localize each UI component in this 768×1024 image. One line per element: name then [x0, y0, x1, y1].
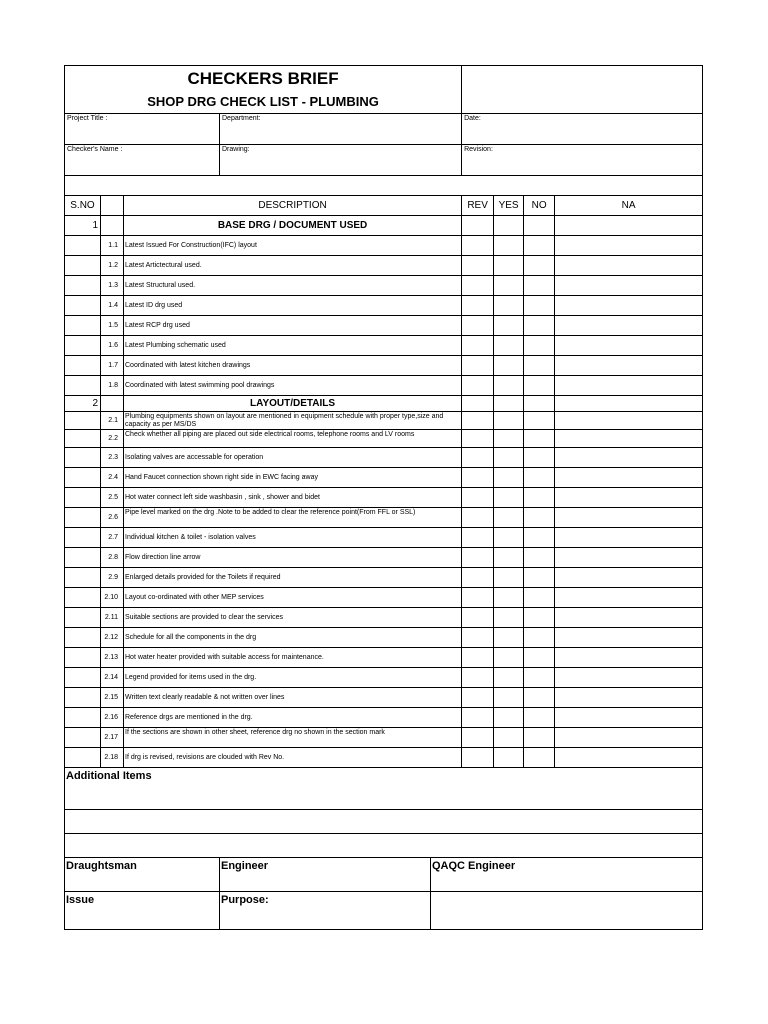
no-cell[interactable] — [524, 748, 555, 768]
item-number: 2.7 — [101, 528, 124, 548]
na-cell[interactable] — [555, 608, 703, 628]
item-number: 1.5 — [101, 316, 124, 336]
engineer-field[interactable]: Engineer — [220, 858, 431, 892]
rev-cell[interactable] — [462, 412, 494, 430]
checklist-row — [65, 708, 703, 728]
item-description: If drg is revised, revisions are clouded with Rev No. — [124, 748, 462, 768]
rev-cell[interactable] — [462, 728, 494, 748]
sno-cell — [65, 588, 101, 608]
no-cell[interactable] — [524, 728, 555, 748]
na-cell[interactable] — [555, 548, 703, 568]
item-number: 2.9 — [101, 568, 124, 588]
no-cell[interactable] — [524, 256, 555, 276]
no-cell[interactable] — [524, 608, 555, 628]
item-description: Latest Structural used. — [124, 276, 462, 296]
item-description: Latest Plumbing schematic used — [124, 336, 462, 356]
item-description: Layout co-ordinated with other MEP services — [124, 588, 462, 608]
no-cell[interactable] — [524, 508, 555, 528]
no-cell[interactable] — [524, 396, 555, 412]
section-row — [65, 216, 703, 236]
item-number: 2.12 — [101, 628, 124, 648]
na-cell[interactable] — [555, 216, 703, 236]
rev-cell[interactable] — [462, 448, 494, 468]
item-description: Plumbing equipments shown on layout are mentioned in equipment schedule with proper type,size and capacity as per MS/DS — [124, 412, 462, 430]
sno-cell — [65, 336, 101, 356]
rev-cell[interactable] — [462, 236, 494, 256]
no-cell[interactable] — [524, 430, 555, 448]
na-cell[interactable] — [555, 376, 703, 396]
na-cell[interactable] — [555, 356, 703, 376]
checklist-row — [65, 688, 703, 708]
checklist-table — [64, 65, 703, 930]
item-description: Latest Issued For Construction(IFC) layout — [124, 236, 462, 256]
yes-cell[interactable] — [494, 648, 524, 668]
item-number: 2.15 — [101, 688, 124, 708]
yes-cell[interactable] — [494, 588, 524, 608]
checklist-row — [65, 588, 703, 608]
sno-cell — [65, 236, 101, 256]
item-description: Coordinated with latest kitchen drawings — [124, 356, 462, 376]
no-cell[interactable] — [524, 548, 555, 568]
checklist-row — [65, 356, 703, 376]
yes-cell[interactable] — [494, 356, 524, 376]
yes-cell[interactable] — [494, 528, 524, 548]
checklist-row — [65, 488, 703, 508]
sno-cell — [65, 508, 101, 528]
yes-cell[interactable] — [494, 668, 524, 688]
item-description: Coordinated with latest swimming pool drawings — [124, 376, 462, 396]
sno-cell — [65, 468, 101, 488]
page-title: CHECKERS BRIEF — [65, 66, 462, 90]
item-description: Hot water connect left side washbasin , sink , shower and bidet — [124, 488, 462, 508]
na-cell[interactable] — [555, 236, 703, 256]
no-cell[interactable] — [524, 568, 555, 588]
rev-cell[interactable] — [462, 748, 494, 768]
item-number: 2.3 — [101, 448, 124, 468]
rev-cell[interactable] — [462, 528, 494, 548]
rev-cell[interactable] — [462, 256, 494, 276]
col-rev-header: REV — [462, 196, 494, 216]
rev-cell[interactable] — [462, 648, 494, 668]
col-sub-header — [101, 196, 124, 216]
col-sno-header: S.NO — [65, 196, 101, 216]
drawing-field[interactable]: Drawing: — [220, 145, 462, 176]
yes-cell[interactable] — [494, 608, 524, 628]
item-number: 1.2 — [101, 256, 124, 276]
purpose-field[interactable]: Purpose: — [220, 892, 431, 930]
item-description: Suitable sections are provided to clear the services — [124, 608, 462, 628]
rev-cell[interactable] — [462, 216, 494, 236]
item-number: 2.10 — [101, 588, 124, 608]
checkers-name-field[interactable]: Checker's Name : — [65, 145, 220, 176]
rev-cell[interactable] — [462, 548, 494, 568]
yes-cell[interactable] — [494, 548, 524, 568]
na-cell[interactable] — [555, 668, 703, 688]
item-number: 2.5 — [101, 488, 124, 508]
checklist-row — [65, 412, 703, 430]
item-number: 2.4 — [101, 468, 124, 488]
rev-cell[interactable] — [462, 488, 494, 508]
sno-cell — [65, 448, 101, 468]
no-cell[interactable] — [524, 528, 555, 548]
no-cell[interactable] — [524, 376, 555, 396]
yes-cell[interactable] — [494, 430, 524, 448]
rev-cell[interactable] — [462, 508, 494, 528]
yes-cell[interactable] — [494, 276, 524, 296]
no-cell[interactable] — [524, 688, 555, 708]
sno-cell — [65, 376, 101, 396]
yes-cell[interactable] — [494, 688, 524, 708]
section-row — [65, 396, 703, 412]
sno-cell — [65, 276, 101, 296]
item-description: Written text clearly readable & not written over lines — [124, 688, 462, 708]
checklist-row — [65, 628, 703, 648]
section-number: 1 — [65, 216, 101, 236]
na-cell[interactable] — [555, 412, 703, 430]
sno-cell — [65, 728, 101, 748]
sno-cell — [65, 708, 101, 728]
na-cell[interactable] — [555, 256, 703, 276]
yes-cell[interactable] — [494, 376, 524, 396]
na-cell[interactable] — [555, 276, 703, 296]
item-description: Flow direction line arrow — [124, 548, 462, 568]
project-title-field[interactable]: Project Title : — [65, 114, 220, 145]
na-cell[interactable] — [555, 430, 703, 448]
yes-cell[interactable] — [494, 728, 524, 748]
item-number: 2.2 — [101, 430, 124, 448]
checklist-row — [65, 316, 703, 336]
item-description: Pipe level marked on the drg .Note to be added to clear the reference point(From FFL or SSL) — [124, 508, 462, 528]
col-description-header: DESCRIPTION — [124, 196, 462, 216]
no-cell[interactable] — [524, 448, 555, 468]
sno-cell — [65, 628, 101, 648]
na-cell[interactable] — [555, 508, 703, 528]
no-cell[interactable] — [524, 296, 555, 316]
no-cell[interactable] — [524, 628, 555, 648]
yes-cell[interactable] — [494, 412, 524, 430]
sno-cell — [65, 528, 101, 548]
checklist-row — [65, 728, 703, 748]
checklist-row — [65, 430, 703, 448]
sno-cell — [65, 668, 101, 688]
checklist-row — [65, 528, 703, 548]
item-description: Latest ID drg used — [124, 296, 462, 316]
rev-cell[interactable] — [462, 688, 494, 708]
item-number: 2.17 — [101, 728, 124, 748]
no-cell[interactable] — [524, 236, 555, 256]
rev-cell[interactable] — [462, 316, 494, 336]
yes-cell[interactable] — [494, 508, 524, 528]
item-number: 1.4 — [101, 296, 124, 316]
na-cell[interactable] — [555, 336, 703, 356]
na-cell[interactable] — [555, 316, 703, 336]
na-cell[interactable] — [555, 688, 703, 708]
checklist-row — [65, 336, 703, 356]
checklist-row — [65, 376, 703, 396]
sno-cell — [65, 296, 101, 316]
checklist-row — [65, 276, 703, 296]
checklist-row — [65, 468, 703, 488]
na-cell[interactable] — [555, 468, 703, 488]
rev-cell[interactable] — [462, 628, 494, 648]
sno-cell — [65, 256, 101, 276]
rev-cell[interactable] — [462, 296, 494, 316]
checklist-row — [65, 236, 703, 256]
yes-cell[interactable] — [494, 216, 524, 236]
yes-cell[interactable] — [494, 316, 524, 336]
checklist-row — [65, 296, 703, 316]
item-number: 1.1 — [101, 236, 124, 256]
item-number: 1.3 — [101, 276, 124, 296]
date-field[interactable]: Date: — [462, 114, 703, 145]
checklist-row — [65, 448, 703, 468]
sno-cell — [65, 648, 101, 668]
checklist-row — [65, 508, 703, 528]
item-description: Hot water heater provided with suitable access for maintenance. — [124, 648, 462, 668]
item-number: 2.1 — [101, 412, 124, 430]
item-number: 2.11 — [101, 608, 124, 628]
rev-cell[interactable] — [462, 276, 494, 296]
item-number: 2.8 — [101, 548, 124, 568]
no-cell[interactable] — [524, 708, 555, 728]
rev-cell[interactable] — [462, 396, 494, 412]
item-description: Legend provided for items used in the drg. — [124, 668, 462, 688]
department-field[interactable]: Department: — [220, 114, 462, 145]
item-number: 1.6 — [101, 336, 124, 356]
title-blank-cell — [462, 66, 703, 114]
no-cell[interactable] — [524, 588, 555, 608]
page-subtitle: SHOP DRG CHECK LIST - PLUMBING — [65, 90, 462, 114]
rev-cell[interactable] — [462, 468, 494, 488]
yes-cell[interactable] — [494, 488, 524, 508]
item-number: 2.18 — [101, 748, 124, 768]
yes-cell[interactable] — [494, 568, 524, 588]
sno-cell — [65, 688, 101, 708]
item-description: Enlarged details provided for the Toilets if required — [124, 568, 462, 588]
no-cell[interactable] — [524, 356, 555, 376]
blank-signature-field[interactable] — [431, 892, 703, 930]
section-sub-cell — [101, 396, 124, 412]
na-cell[interactable] — [555, 396, 703, 412]
no-cell[interactable] — [524, 668, 555, 688]
section-title: LAYOUT/DETAILS — [124, 396, 462, 412]
item-number: 1.7 — [101, 356, 124, 376]
yes-cell[interactable] — [494, 236, 524, 256]
yes-cell[interactable] — [494, 396, 524, 412]
item-description: If the sections are shown in other sheet, reference drg no shown in the section mark — [124, 728, 462, 748]
revision-field[interactable]: Revision: — [462, 145, 703, 176]
item-number: 1.8 — [101, 376, 124, 396]
checklist-row — [65, 608, 703, 628]
yes-cell[interactable] — [494, 256, 524, 276]
sno-cell — [65, 430, 101, 448]
yes-cell[interactable] — [494, 708, 524, 728]
rev-cell[interactable] — [462, 608, 494, 628]
na-cell[interactable] — [555, 628, 703, 648]
rev-cell[interactable] — [462, 430, 494, 448]
yes-cell[interactable] — [494, 468, 524, 488]
na-cell[interactable] — [555, 588, 703, 608]
checklist-row — [65, 256, 703, 276]
section-number: 2 — [65, 396, 101, 412]
no-cell[interactable] — [524, 216, 555, 236]
item-description: Latest Artictectural used. — [124, 256, 462, 276]
sno-cell — [65, 488, 101, 508]
item-number: 2.16 — [101, 708, 124, 728]
yes-cell[interactable] — [494, 336, 524, 356]
additional-items-field[interactable] — [65, 810, 703, 834]
item-number: 2.6 — [101, 508, 124, 528]
item-description: Reference drgs are mentioned in the drg. — [124, 708, 462, 728]
no-cell[interactable] — [524, 316, 555, 336]
no-cell[interactable] — [524, 412, 555, 430]
na-cell[interactable] — [555, 708, 703, 728]
na-cell[interactable] — [555, 448, 703, 468]
item-description: Hand Faucet connection shown right side in EWC facing away — [124, 468, 462, 488]
sno-cell — [65, 356, 101, 376]
col-yes-header: YES — [494, 196, 524, 216]
checklist-row — [65, 648, 703, 668]
sno-cell — [65, 412, 101, 430]
yes-cell[interactable] — [494, 628, 524, 648]
rev-cell[interactable] — [462, 668, 494, 688]
no-cell[interactable] — [524, 336, 555, 356]
no-cell[interactable] — [524, 648, 555, 668]
yes-cell[interactable] — [494, 296, 524, 316]
na-cell[interactable] — [555, 748, 703, 768]
sno-cell — [65, 548, 101, 568]
col-na-header: NA — [555, 196, 703, 216]
checklist-row — [65, 668, 703, 688]
na-cell[interactable] — [555, 488, 703, 508]
rev-cell[interactable] — [462, 376, 494, 396]
rev-cell[interactable] — [462, 588, 494, 608]
no-cell[interactable] — [524, 488, 555, 508]
na-cell[interactable] — [555, 728, 703, 748]
qaqc-engineer-field[interactable]: QAQC Engineer — [431, 858, 703, 892]
col-no-header: NO — [524, 196, 555, 216]
section-sub-cell — [101, 216, 124, 236]
rev-cell[interactable] — [462, 336, 494, 356]
na-cell[interactable] — [555, 296, 703, 316]
rev-cell[interactable] — [462, 568, 494, 588]
na-cell[interactable] — [555, 648, 703, 668]
sno-cell — [65, 748, 101, 768]
item-number: 2.14 — [101, 668, 124, 688]
no-cell[interactable] — [524, 276, 555, 296]
column-header-row — [65, 196, 703, 216]
rev-cell[interactable] — [462, 708, 494, 728]
rev-cell[interactable] — [462, 356, 494, 376]
yes-cell[interactable] — [494, 748, 524, 768]
draughtsman-field[interactable]: Draughtsman — [65, 858, 220, 892]
section-title: BASE DRG / DOCUMENT USED — [124, 216, 462, 236]
issue-field[interactable]: Issue — [65, 892, 220, 930]
additional-items-field[interactable] — [65, 834, 703, 858]
item-description: Schedule for all the components in the drg — [124, 628, 462, 648]
spacer-row — [65, 176, 703, 196]
item-number: 2.13 — [101, 648, 124, 668]
no-cell[interactable] — [524, 468, 555, 488]
checklist-row — [65, 748, 703, 768]
na-cell[interactable] — [555, 528, 703, 548]
checklist-row — [65, 548, 703, 568]
item-description: Individual kitchen & toilet - isolation valves — [124, 528, 462, 548]
sno-cell — [65, 316, 101, 336]
yes-cell[interactable] — [494, 448, 524, 468]
item-description: Latest RCP drg used — [124, 316, 462, 336]
checklist-sheet — [64, 65, 702, 930]
sno-cell — [65, 608, 101, 628]
checklist-row — [65, 568, 703, 588]
item-description: Isolating valves are accessable for operation — [124, 448, 462, 468]
sno-cell — [65, 568, 101, 588]
na-cell[interactable] — [555, 568, 703, 588]
item-description: Check whether all piping are placed out side electrical rooms, telephone rooms and LV rooms — [124, 430, 462, 448]
additional-items-label: Additional Items — [65, 768, 703, 810]
